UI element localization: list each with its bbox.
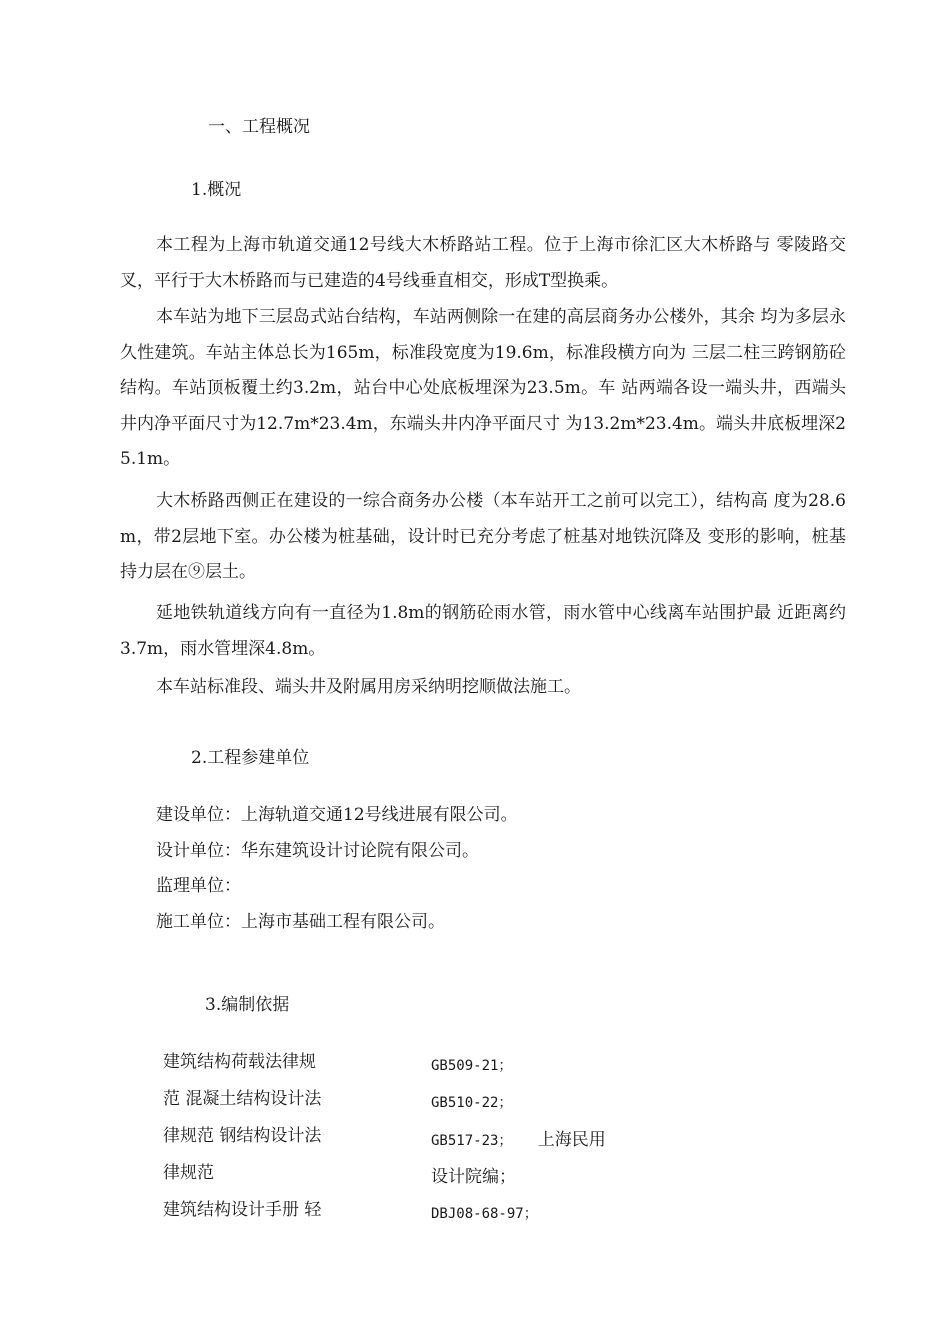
- paragraph-location: 本工程为上海市轨道交通12号线大木桥路站工程。位于上海市徐汇区大木桥路与 零陵路交叉，平行于大木桥路而与已建造的4号线垂直相交，形成T型换乘。: [120, 235, 846, 291]
- basis-left-line: 建筑结构荷载法律规: [163, 1052, 316, 1072]
- basis-code: GB509-21；: [431, 1058, 513, 1074]
- basis-code-note: 设计院编；: [431, 1167, 516, 1187]
- basis-standards-codes: [431, 1048, 606, 1233]
- paragraph-construction-method: 本车站标准段、端头井及附属用房采纳明挖顺做法施工。: [156, 677, 581, 697]
- basis-code: DBJ08-68-97；: [431, 1206, 538, 1222]
- heading-basis: 3.编制依据: [205, 995, 290, 1015]
- participant-owner: 建设单位：上海轨道交通12号线进展有限公司。: [156, 805, 518, 825]
- basis-left-line: 建筑结构设计手册 轻: [163, 1200, 322, 1220]
- participant-designer: 设计单位：华东建筑设计讨论院有限公司。: [156, 840, 479, 861]
- participant-contractor: 施工单位：上海市基础工程有限公司。: [156, 911, 445, 932]
- basis-code: GB517-23；: [431, 1133, 513, 1149]
- basis-standards-names: [163, 1044, 321, 1229]
- basis-left-line: 律规范 钢结构设计法: [163, 1126, 322, 1146]
- basis-code-note: 上海民用: [537, 1130, 606, 1150]
- section-title-project-overview: 一、工程概况: [208, 117, 310, 137]
- basis-left-line: 范 混凝土结构设计法: [163, 1089, 322, 1109]
- participant-supervisor: 监理单位：: [156, 876, 241, 896]
- basis-code: GB510-22；: [431, 1095, 513, 1111]
- paragraph-office-building: 大木桥路西侧正在建设的一综合商务办公楼（本车站开工之前可以完工），结构高 度为28.6m，带2层地下室。办公楼为桩基础，设计时已充分考虑了桩基对地铁沉降及 变形的影响，桩基持力层在⑨层土。: [120, 491, 846, 582]
- basis-left-line: 律规范: [163, 1163, 214, 1183]
- heading-overview: 1.概况: [191, 180, 242, 200]
- paragraph-rainwater-pipe: 延地铁轨道线方向有一直径为1.8m的钢筋砼雨水管，雨水管中心线离车站围护最 近距离约3.7m，雨水管埋深4.8m。: [120, 603, 846, 659]
- basis-code-row: [431, 1122, 606, 1159]
- participants-list: [156, 798, 518, 940]
- paragraph-station-structure: 本车站为地下三层岛式站台结构，车站两侧除一在建的高层商务办公楼外，其余 均为多层永久性建筑。车站主体总长为165m，标准段宽度为19.6m，标准段横方向为 三层二柱三跨钢筋砼结构。车站顶板覆土约3.2m，站台中心处底板埋深为23.5m。车 站两端各设一端头井，西端头井内净平面尺寸为12.7m*23.4m，东端头井内净平面尺寸 为13.2m*23.4m。端头井底板埋深25.1m。: [120, 307, 846, 469]
- heading-participants: 2.工程参建单位: [191, 748, 310, 768]
